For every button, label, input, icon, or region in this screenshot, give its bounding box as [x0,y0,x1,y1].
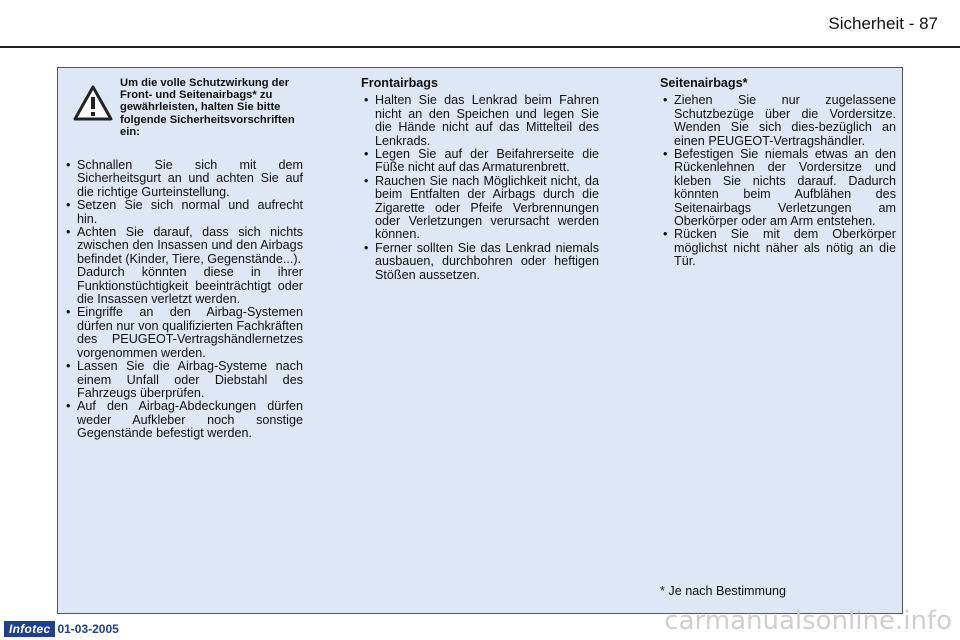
middle-list [361,94,599,282]
list-item: • Achten Sie darauf, dass sich nichts zwischen den Insassen und den Airbags befindet (Kinder, Tiere, Gegenstände...). [63,226,303,266]
left-column [63,77,303,441]
list-item: • Halten Sie das Lenkrad beim Fahren nicht an den Speichen und legen Sie die Hände nicht auf das Mittelteil des Lenkrads. [361,94,599,148]
list-item: • Ziehen Sie nur zugelassene Schutzbezüge über die Vordersitze. Wenden Sie sich dies-bezüglich an einen PEUGEOT-Vertragshändler. [660,94,896,148]
list-item: • Rauchen Sie nach Möglichkeit nicht, da beim Entfalten der Airbags durch die Zigarette oder Pfeife Verbrennungen oder Verletzungen verursacht werden können. [361,175,599,242]
list-item-continuation: Dadurch könnten diese in ihrer Funktionstüchtigkeit beeinträchtigt oder die Insassen verletzt werden. [77,265,303,307]
header-rule [0,46,960,48]
list-item: • Eingriffe an den Airbag-Systemen dürfen nur von qualifizierten Fachkräften des PEUGEOT-Vertragshändlernetzes vorgenommen werden. [63,306,303,360]
section-title-seitenairbags: Seitenairbags* [660,76,748,90]
list-item: • Ferner sollten Sie das Lenkrad niemals ausbauen, durchbohren oder heftigen Stößen aussetzen. [361,242,599,282]
watermark: carmanualsonline.info [664,606,952,636]
warning-box [63,77,303,159]
content-panel [57,67,903,614]
list-item: • Rücken Sie mit dem Oberkörper möglichst nicht näher als nötig an die Tür. [660,228,896,268]
right-list [660,94,896,268]
list-item: • Auf den Airbag-Abdeckungen dürfen weder Aufkleber noch sonstige Gegenstände befestigt werden. [63,400,303,440]
list-item: • Lassen Sie die Airbag-Systeme nach einem Unfall oder Diebstahl des Fahrzeugs überprüfen. [63,360,303,400]
warning-triangle-icon [73,85,113,121]
right-column [660,77,896,269]
footer [4,621,119,637]
warning-text: Um die volle Schutzwirkung der Front- und Seitenairbags* zu gewährleisten, halten Sie bitte folgende Sicherheitsvorschriften ein: [120,77,295,138]
list-item: • Befestigen Sie niemals etwas an den Rückenlehnen der Vordersitze und kleben Sie nichts darauf. Dadurch könnten beim Aufblähen des Seitenairbags Verletzungen am Oberkörper oder am Arm entstehen. [660,148,896,228]
left-list [63,159,303,266]
list-item: • Setzen Sie sich normal und aufrecht hin. [63,199,303,226]
list-item: • Legen Sie auf der Beifahrerseite die Füße nicht auf das Armaturenbrett. [361,148,599,175]
footnote: * Je nach Bestimmung [660,584,786,598]
infotec-logo: Infotec [4,621,55,637]
page-title: Sicherheit - 87 [828,14,938,33]
footer-date: 01-03-2005 [57,622,119,636]
section-title-frontairbags: Frontairbags [361,76,438,90]
list-item: • Schnallen Sie sich mit dem Sicherheitsgurt an und achten Sie auf die richtige Gurteinstellung. [63,159,303,199]
middle-column [361,77,599,282]
left-list-2 [63,306,303,440]
